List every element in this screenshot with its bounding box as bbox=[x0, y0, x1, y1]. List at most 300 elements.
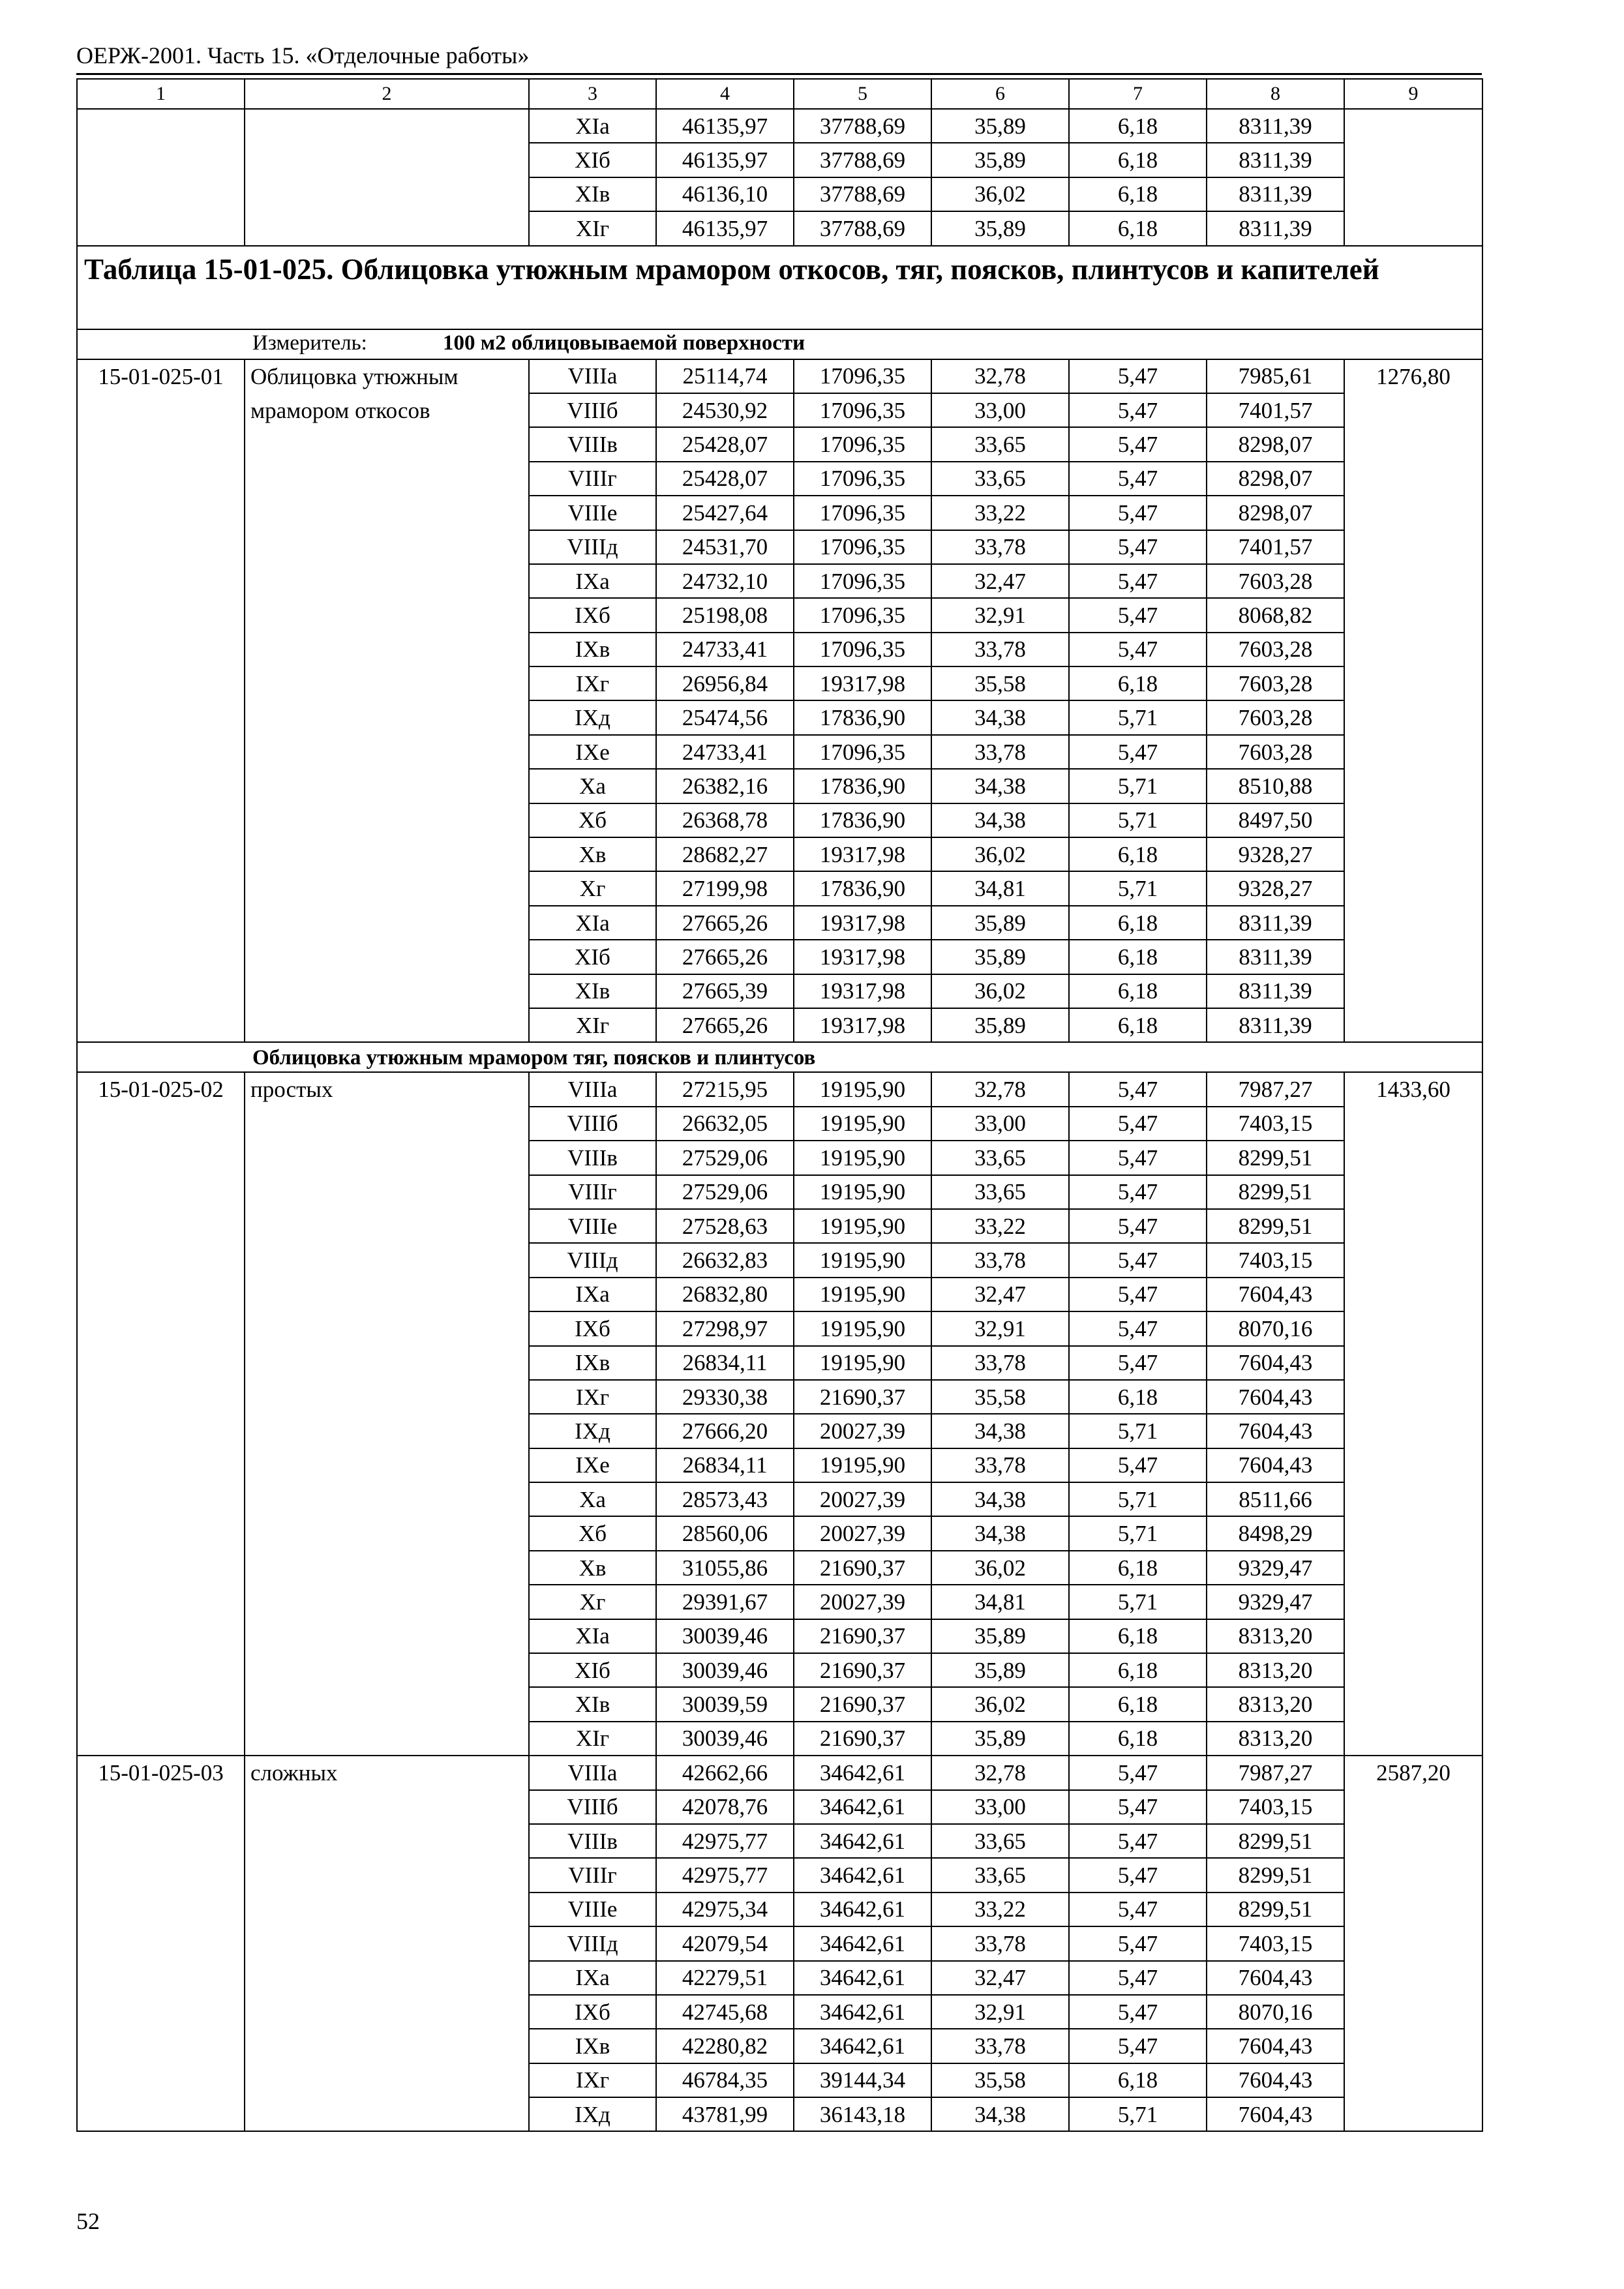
base-cost-cell: 42975,34 bbox=[656, 1893, 794, 1926]
driver-wage-cell: 5,47 bbox=[1069, 1346, 1207, 1380]
machine-cell: 32,78 bbox=[931, 1072, 1069, 1106]
machine-cell: 32,91 bbox=[931, 1311, 1069, 1345]
base-cost-cell: 25114,74 bbox=[656, 359, 794, 393]
base-cost-cell: 46136,10 bbox=[656, 177, 794, 211]
driver-wage-cell: 5,71 bbox=[1069, 2097, 1207, 2131]
machine-cell: 33,22 bbox=[931, 496, 1069, 530]
materials-cell: 8299,51 bbox=[1207, 1893, 1344, 1926]
materials-cell: 8313,20 bbox=[1207, 1619, 1344, 1653]
machine-cell: 34,38 bbox=[931, 700, 1069, 734]
item-code: 15-01-025-02 bbox=[77, 1072, 245, 1756]
base-cost-cell: 28682,27 bbox=[656, 837, 794, 871]
driver-wage-cell: 5,47 bbox=[1069, 1448, 1207, 1482]
base-cost-cell: 27528,63 bbox=[656, 1209, 794, 1243]
base-cost-cell: 31055,86 bbox=[656, 1551, 794, 1585]
wage-cell: 19195,90 bbox=[794, 1072, 931, 1106]
machine-cell: 35,89 bbox=[931, 143, 1069, 177]
wage-cell: 37788,69 bbox=[794, 177, 931, 211]
driver-wage-cell: 5,71 bbox=[1069, 700, 1207, 734]
materials-cell: 7604,43 bbox=[1207, 1448, 1344, 1482]
machine-cell: 34,38 bbox=[931, 2097, 1069, 2131]
base-cost-cell: 42280,82 bbox=[656, 2029, 794, 2063]
materials-cell: 8511,66 bbox=[1207, 1482, 1344, 1516]
materials-cell: 8497,50 bbox=[1207, 803, 1344, 837]
price-table bbox=[76, 78, 1483, 2132]
running-header: ОЕРЖ-2001. Часть 15. «Отделочные работы» bbox=[76, 42, 530, 68]
zone-cell: XIг bbox=[529, 211, 656, 245]
zone-cell: VIIIг bbox=[529, 1175, 656, 1209]
driver-wage-cell: 6,18 bbox=[1069, 143, 1207, 177]
base-cost-cell: 46135,97 bbox=[656, 109, 794, 143]
base-cost-cell: 29391,67 bbox=[656, 1585, 794, 1619]
wage-cell: 19195,90 bbox=[794, 1175, 931, 1209]
base-cost-cell: 26632,83 bbox=[656, 1243, 794, 1277]
driver-wage-cell: 5,71 bbox=[1069, 1482, 1207, 1516]
base-cost-cell: 27215,95 bbox=[656, 1072, 794, 1106]
driver-wage-cell: 5,47 bbox=[1069, 1311, 1207, 1345]
zone-cell: IXе bbox=[529, 1448, 656, 1482]
machine-cell: 33,78 bbox=[931, 1243, 1069, 1277]
header-rule bbox=[76, 73, 1482, 75]
zone-cell: Xa bbox=[529, 769, 656, 803]
item-name: Облицовка утюжным мрамором откосов bbox=[245, 359, 529, 1043]
driver-wage-cell: 5,47 bbox=[1069, 1107, 1207, 1141]
base-cost-cell: 25474,56 bbox=[656, 700, 794, 734]
item-code: 15-01-025-01 bbox=[77, 359, 245, 1043]
machine-cell: 33,00 bbox=[931, 1107, 1069, 1141]
wage-cell: 19195,90 bbox=[794, 1209, 931, 1243]
zone-cell: XIб bbox=[529, 940, 656, 974]
subheading-row bbox=[77, 1042, 1482, 1072]
driver-wage-cell: 5,47 bbox=[1069, 2029, 1207, 2063]
driver-wage-cell: 6,18 bbox=[1069, 666, 1207, 700]
base-cost-cell: 26382,16 bbox=[656, 769, 794, 803]
wage-cell: 20027,39 bbox=[794, 1516, 931, 1550]
wage-cell: 17096,35 bbox=[794, 564, 931, 598]
column-number: 8 bbox=[1207, 79, 1344, 109]
driver-wage-cell: 6,18 bbox=[1069, 1619, 1207, 1653]
materials-cell: 9329,47 bbox=[1207, 1585, 1344, 1619]
materials-cell: 7987,27 bbox=[1207, 1072, 1344, 1106]
machine-cell: 34,81 bbox=[931, 871, 1069, 905]
wage-cell: 19317,98 bbox=[794, 666, 931, 700]
driver-wage-cell: 5,47 bbox=[1069, 598, 1207, 632]
driver-wage-cell: 5,47 bbox=[1069, 1858, 1207, 1892]
machine-cell: 32,78 bbox=[931, 1756, 1069, 1789]
driver-wage-cell: 5,71 bbox=[1069, 1516, 1207, 1550]
item-name: сложных bbox=[245, 1756, 529, 2131]
machine-cell: 34,38 bbox=[931, 1516, 1069, 1550]
zone-cell: XIг bbox=[529, 1008, 656, 1042]
machine-cell: 36,02 bbox=[931, 177, 1069, 211]
wage-cell: 17836,90 bbox=[794, 871, 931, 905]
item-total: 1276,80 bbox=[1344, 359, 1482, 1043]
base-cost-cell: 24530,92 bbox=[656, 393, 794, 427]
zone-cell: IXв bbox=[529, 2029, 656, 2063]
materials-cell: 8298,07 bbox=[1207, 496, 1344, 530]
machine-cell: 32,91 bbox=[931, 1995, 1069, 2029]
zone-cell: VIIIе bbox=[529, 496, 656, 530]
machine-cell: 33,78 bbox=[931, 633, 1069, 666]
driver-wage-cell: 6,18 bbox=[1069, 1551, 1207, 1585]
materials-cell: 7604,43 bbox=[1207, 2063, 1344, 2097]
zone-cell: XIв bbox=[529, 177, 656, 211]
machine-cell: 35,89 bbox=[931, 1008, 1069, 1042]
driver-wage-cell: 5,47 bbox=[1069, 735, 1207, 769]
driver-wage-cell: 6,18 bbox=[1069, 1722, 1207, 1756]
materials-cell: 8311,39 bbox=[1207, 177, 1344, 211]
zone-cell: XIв bbox=[529, 974, 656, 1008]
base-cost-cell: 26632,05 bbox=[656, 1107, 794, 1141]
machine-cell: 35,58 bbox=[931, 666, 1069, 700]
machine-cell: 36,02 bbox=[931, 1551, 1069, 1585]
driver-wage-cell: 5,71 bbox=[1069, 769, 1207, 803]
base-cost-cell: 27666,20 bbox=[656, 1414, 794, 1448]
continuation-row bbox=[77, 109, 1482, 143]
driver-wage-cell: 6,18 bbox=[1069, 2063, 1207, 2097]
machine-cell: 32,78 bbox=[931, 359, 1069, 393]
base-cost-cell: 30039,46 bbox=[656, 1653, 794, 1687]
wage-cell: 21690,37 bbox=[794, 1619, 931, 1653]
subheading: Облицовка утюжным мрамором тяг, поясков и плинтусов bbox=[252, 1046, 816, 1070]
wage-cell: 17836,90 bbox=[794, 700, 931, 734]
materials-cell: 8313,20 bbox=[1207, 1687, 1344, 1721]
wage-cell: 20027,39 bbox=[794, 1585, 931, 1619]
machine-cell: 34,81 bbox=[931, 1585, 1069, 1619]
wage-cell: 21690,37 bbox=[794, 1551, 931, 1585]
base-cost-cell: 42975,77 bbox=[656, 1858, 794, 1892]
wage-cell: 34642,61 bbox=[794, 2029, 931, 2063]
base-cost-cell: 30039,46 bbox=[656, 1722, 794, 1756]
base-cost-cell: 46784,35 bbox=[656, 2063, 794, 2097]
driver-wage-cell: 5,47 bbox=[1069, 496, 1207, 530]
base-cost-cell: 28560,06 bbox=[656, 1516, 794, 1550]
driver-wage-cell: 5,47 bbox=[1069, 1995, 1207, 2029]
machine-cell: 35,89 bbox=[931, 906, 1069, 940]
machine-cell: 33,78 bbox=[931, 2029, 1069, 2063]
driver-wage-cell: 5,71 bbox=[1069, 803, 1207, 837]
machine-cell: 33,00 bbox=[931, 393, 1069, 427]
materials-cell: 7987,27 bbox=[1207, 1756, 1344, 1789]
base-cost-cell: 42662,66 bbox=[656, 1756, 794, 1789]
base-cost-cell: 27298,97 bbox=[656, 1311, 794, 1345]
wage-cell: 19317,98 bbox=[794, 837, 931, 871]
machine-cell: 33,65 bbox=[931, 462, 1069, 496]
driver-wage-cell: 6,18 bbox=[1069, 109, 1207, 143]
materials-cell: 7403,15 bbox=[1207, 1107, 1344, 1141]
zone-cell: Xв bbox=[529, 837, 656, 871]
unit-label: Измеритель: bbox=[252, 331, 367, 355]
materials-cell: 8070,16 bbox=[1207, 1995, 1344, 2029]
materials-cell: 7401,57 bbox=[1207, 393, 1344, 427]
materials-cell: 8299,51 bbox=[1207, 1824, 1344, 1858]
zone-cell: VIIIa bbox=[529, 1756, 656, 1789]
wage-cell: 34642,61 bbox=[794, 1995, 931, 2029]
base-cost-cell: 42279,51 bbox=[656, 1961, 794, 1995]
item-name: простых bbox=[245, 1072, 529, 1756]
wage-cell: 34642,61 bbox=[794, 1893, 931, 1926]
wage-cell: 17096,35 bbox=[794, 393, 931, 427]
driver-wage-cell: 5,47 bbox=[1069, 1072, 1207, 1106]
machine-cell: 33,78 bbox=[931, 530, 1069, 564]
materials-cell: 8070,16 bbox=[1207, 1311, 1344, 1345]
base-cost-cell: 43781,99 bbox=[656, 2097, 794, 2131]
column-number-row bbox=[77, 79, 1482, 109]
column-number: 9 bbox=[1344, 79, 1482, 109]
driver-wage-cell: 5,47 bbox=[1069, 393, 1207, 427]
item-code: 15-01-025-03 bbox=[77, 1756, 245, 2131]
base-cost-cell: 27199,98 bbox=[656, 871, 794, 905]
materials-cell: 7604,43 bbox=[1207, 2029, 1344, 2063]
column-number: 6 bbox=[931, 79, 1069, 109]
base-cost-cell: 24732,10 bbox=[656, 564, 794, 598]
materials-cell: 8311,39 bbox=[1207, 974, 1344, 1008]
zone-cell: Xг bbox=[529, 1585, 656, 1619]
materials-cell: 7401,57 bbox=[1207, 530, 1344, 564]
wage-cell: 17096,35 bbox=[794, 359, 931, 393]
column-number: 7 bbox=[1069, 79, 1207, 109]
materials-cell: 7604,43 bbox=[1207, 1961, 1344, 1995]
zone-cell: VIIIб bbox=[529, 1107, 656, 1141]
wage-cell: 21690,37 bbox=[794, 1687, 931, 1721]
column-number: 3 bbox=[529, 79, 656, 109]
driver-wage-cell: 5,71 bbox=[1069, 1585, 1207, 1619]
wage-cell: 17096,35 bbox=[794, 496, 931, 530]
driver-wage-cell: 5,47 bbox=[1069, 1926, 1207, 1960]
subheading-cell bbox=[77, 1042, 1482, 1072]
driver-wage-cell: 5,47 bbox=[1069, 462, 1207, 496]
wage-cell: 37788,69 bbox=[794, 143, 931, 177]
driver-wage-cell: 6,18 bbox=[1069, 1687, 1207, 1721]
driver-wage-cell: 6,18 bbox=[1069, 974, 1207, 1008]
driver-wage-cell: 5,47 bbox=[1069, 530, 1207, 564]
zone-cell: IXг bbox=[529, 1380, 656, 1414]
machine-cell: 36,02 bbox=[931, 1687, 1069, 1721]
base-cost-cell: 42079,54 bbox=[656, 1926, 794, 1960]
wage-cell: 19317,98 bbox=[794, 1008, 931, 1042]
zone-cell: VIIIд bbox=[529, 1926, 656, 1960]
materials-cell: 7604,43 bbox=[1207, 1346, 1344, 1380]
materials-cell: 7604,43 bbox=[1207, 2097, 1344, 2131]
wage-cell: 34642,61 bbox=[794, 1824, 931, 1858]
zone-cell: IXе bbox=[529, 735, 656, 769]
materials-cell: 8068,82 bbox=[1207, 598, 1344, 632]
driver-wage-cell: 6,18 bbox=[1069, 940, 1207, 974]
wage-cell: 20027,39 bbox=[794, 1414, 931, 1448]
base-cost-cell: 24531,70 bbox=[656, 530, 794, 564]
wage-cell: 34642,61 bbox=[794, 1926, 931, 1960]
zone-cell: VIIIд bbox=[529, 530, 656, 564]
driver-wage-cell: 5,47 bbox=[1069, 427, 1207, 461]
empty-name-cell bbox=[245, 109, 529, 246]
machine-cell: 34,38 bbox=[931, 769, 1069, 803]
machine-cell: 32,47 bbox=[931, 564, 1069, 598]
machine-cell: 32,47 bbox=[931, 1961, 1069, 1995]
zone-cell: IXa bbox=[529, 1961, 656, 1995]
zone-cell: VIIIa bbox=[529, 1072, 656, 1106]
table-row bbox=[77, 1756, 1482, 1789]
base-cost-cell: 46135,97 bbox=[656, 143, 794, 177]
wage-cell: 21690,37 bbox=[794, 1722, 931, 1756]
driver-wage-cell: 5,47 bbox=[1069, 1141, 1207, 1174]
materials-cell: 8299,51 bbox=[1207, 1141, 1344, 1174]
base-cost-cell: 26832,80 bbox=[656, 1278, 794, 1311]
wage-cell: 21690,37 bbox=[794, 1380, 931, 1414]
base-cost-cell: 27529,06 bbox=[656, 1141, 794, 1174]
wage-cell: 19195,90 bbox=[794, 1448, 931, 1482]
wage-cell: 19317,98 bbox=[794, 940, 931, 974]
machine-cell: 35,58 bbox=[931, 2063, 1069, 2097]
machine-cell: 32,47 bbox=[931, 1278, 1069, 1311]
machine-cell: 33,78 bbox=[931, 1448, 1069, 1482]
driver-wage-cell: 6,18 bbox=[1069, 211, 1207, 245]
zone-cell: VIIIб bbox=[529, 1790, 656, 1824]
base-cost-cell: 42078,76 bbox=[656, 1790, 794, 1824]
unit-row bbox=[77, 329, 1482, 359]
zone-cell: VIIIв bbox=[529, 427, 656, 461]
materials-cell: 9328,27 bbox=[1207, 871, 1344, 905]
driver-wage-cell: 5,47 bbox=[1069, 1175, 1207, 1209]
zone-cell: VIIIд bbox=[529, 1243, 656, 1277]
materials-cell: 8299,51 bbox=[1207, 1175, 1344, 1209]
base-cost-cell: 25428,07 bbox=[656, 427, 794, 461]
base-cost-cell: 42975,77 bbox=[656, 1824, 794, 1858]
materials-cell: 8510,88 bbox=[1207, 769, 1344, 803]
zone-cell: Xб bbox=[529, 1516, 656, 1550]
wage-cell: 17096,35 bbox=[794, 427, 931, 461]
materials-cell: 8299,51 bbox=[1207, 1858, 1344, 1892]
driver-wage-cell: 6,18 bbox=[1069, 837, 1207, 871]
column-number: 1 bbox=[77, 79, 245, 109]
machine-cell: 33,65 bbox=[931, 1175, 1069, 1209]
materials-cell: 9329,47 bbox=[1207, 1551, 1344, 1585]
base-cost-cell: 24733,41 bbox=[656, 735, 794, 769]
materials-cell: 7985,61 bbox=[1207, 359, 1344, 393]
zone-cell: VIIIе bbox=[529, 1209, 656, 1243]
zone-cell: IXб bbox=[529, 1311, 656, 1345]
driver-wage-cell: 5,47 bbox=[1069, 1961, 1207, 1995]
empty-total-cell bbox=[1344, 109, 1482, 246]
materials-cell: 8299,51 bbox=[1207, 1209, 1344, 1243]
machine-cell: 33,22 bbox=[931, 1893, 1069, 1926]
driver-wage-cell: 6,18 bbox=[1069, 1653, 1207, 1687]
table-title: Таблица 15-01-025. Облицовка утюжным мрамором откосов, тяг, поясков, плинтусов и капителей bbox=[77, 246, 1482, 329]
wage-cell: 17096,35 bbox=[794, 633, 931, 666]
machine-cell: 35,89 bbox=[931, 1653, 1069, 1687]
driver-wage-cell: 5,47 bbox=[1069, 1756, 1207, 1789]
wage-cell: 17096,35 bbox=[794, 735, 931, 769]
materials-cell: 8311,39 bbox=[1207, 906, 1344, 940]
zone-cell: XIб bbox=[529, 1653, 656, 1687]
machine-cell: 33,65 bbox=[931, 427, 1069, 461]
machine-cell: 34,38 bbox=[931, 1414, 1069, 1448]
materials-cell: 8313,20 bbox=[1207, 1722, 1344, 1756]
materials-cell: 8311,39 bbox=[1207, 211, 1344, 245]
driver-wage-cell: 5,71 bbox=[1069, 871, 1207, 905]
base-cost-cell: 46135,97 bbox=[656, 211, 794, 245]
machine-cell: 33,00 bbox=[931, 1790, 1069, 1824]
machine-cell: 36,02 bbox=[931, 974, 1069, 1008]
base-cost-cell: 25427,64 bbox=[656, 496, 794, 530]
wage-cell: 19317,98 bbox=[794, 974, 931, 1008]
materials-cell: 8311,39 bbox=[1207, 1008, 1344, 1042]
zone-cell: XIa bbox=[529, 1619, 656, 1653]
wage-cell: 36143,18 bbox=[794, 2097, 931, 2131]
wage-cell: 37788,69 bbox=[794, 109, 931, 143]
zone-cell: Xг bbox=[529, 871, 656, 905]
zone-cell: IXг bbox=[529, 666, 656, 700]
item-total: 1433,60 bbox=[1344, 1072, 1482, 1756]
materials-cell: 8498,29 bbox=[1207, 1516, 1344, 1550]
driver-wage-cell: 5,47 bbox=[1069, 1278, 1207, 1311]
materials-cell: 8311,39 bbox=[1207, 109, 1344, 143]
materials-cell: 8298,07 bbox=[1207, 462, 1344, 496]
base-cost-cell: 27665,26 bbox=[656, 906, 794, 940]
wage-cell: 34642,61 bbox=[794, 1756, 931, 1789]
machine-cell: 33,22 bbox=[931, 1209, 1069, 1243]
wage-cell: 19195,90 bbox=[794, 1346, 931, 1380]
materials-cell: 8313,20 bbox=[1207, 1653, 1344, 1687]
zone-cell: VIIIг bbox=[529, 1858, 656, 1892]
driver-wage-cell: 5,47 bbox=[1069, 1790, 1207, 1824]
materials-cell: 7604,43 bbox=[1207, 1380, 1344, 1414]
wage-cell: 34642,61 bbox=[794, 1858, 931, 1892]
driver-wage-cell: 6,18 bbox=[1069, 906, 1207, 940]
zone-cell: Xa bbox=[529, 1482, 656, 1516]
zone-cell: XIa bbox=[529, 109, 656, 143]
materials-cell: 8311,39 bbox=[1207, 940, 1344, 974]
driver-wage-cell: 5,47 bbox=[1069, 1824, 1207, 1858]
zone-cell: VIIIв bbox=[529, 1141, 656, 1174]
machine-cell: 35,89 bbox=[931, 1722, 1069, 1756]
wage-cell: 19195,90 bbox=[794, 1141, 931, 1174]
machine-cell: 35,89 bbox=[931, 211, 1069, 245]
materials-cell: 7603,28 bbox=[1207, 735, 1344, 769]
wage-cell: 17836,90 bbox=[794, 769, 931, 803]
machine-cell: 35,89 bbox=[931, 1619, 1069, 1653]
base-cost-cell: 28573,43 bbox=[656, 1482, 794, 1516]
base-cost-cell: 25428,07 bbox=[656, 462, 794, 496]
zone-cell: IXб bbox=[529, 1995, 656, 2029]
driver-wage-cell: 5,47 bbox=[1069, 359, 1207, 393]
zone-cell: VIIIa bbox=[529, 359, 656, 393]
wage-cell: 19195,90 bbox=[794, 1107, 931, 1141]
wage-cell: 19195,90 bbox=[794, 1311, 931, 1345]
wage-cell: 19195,90 bbox=[794, 1243, 931, 1277]
machine-cell: 33,65 bbox=[931, 1824, 1069, 1858]
empty-code-cell bbox=[77, 109, 245, 246]
zone-cell: XIб bbox=[529, 143, 656, 177]
machine-cell: 33,65 bbox=[931, 1858, 1069, 1892]
wage-cell: 37788,69 bbox=[794, 211, 931, 245]
zone-cell: IXд bbox=[529, 2097, 656, 2131]
wage-cell: 17096,35 bbox=[794, 530, 931, 564]
zone-cell: IXд bbox=[529, 700, 656, 734]
driver-wage-cell: 5,47 bbox=[1069, 564, 1207, 598]
base-cost-cell: 27529,06 bbox=[656, 1175, 794, 1209]
wage-cell: 21690,37 bbox=[794, 1653, 931, 1687]
zone-cell: VIIIг bbox=[529, 462, 656, 496]
materials-cell: 9328,27 bbox=[1207, 837, 1344, 871]
zone-cell: VIIIв bbox=[529, 1824, 656, 1858]
zone-cell: IXa bbox=[529, 1278, 656, 1311]
wage-cell: 20027,39 bbox=[794, 1482, 931, 1516]
materials-cell: 7403,15 bbox=[1207, 1926, 1344, 1960]
wage-cell: 39144,34 bbox=[794, 2063, 931, 2097]
base-cost-cell: 25198,08 bbox=[656, 598, 794, 632]
zone-cell: IXв bbox=[529, 1346, 656, 1380]
materials-cell: 7604,43 bbox=[1207, 1414, 1344, 1448]
